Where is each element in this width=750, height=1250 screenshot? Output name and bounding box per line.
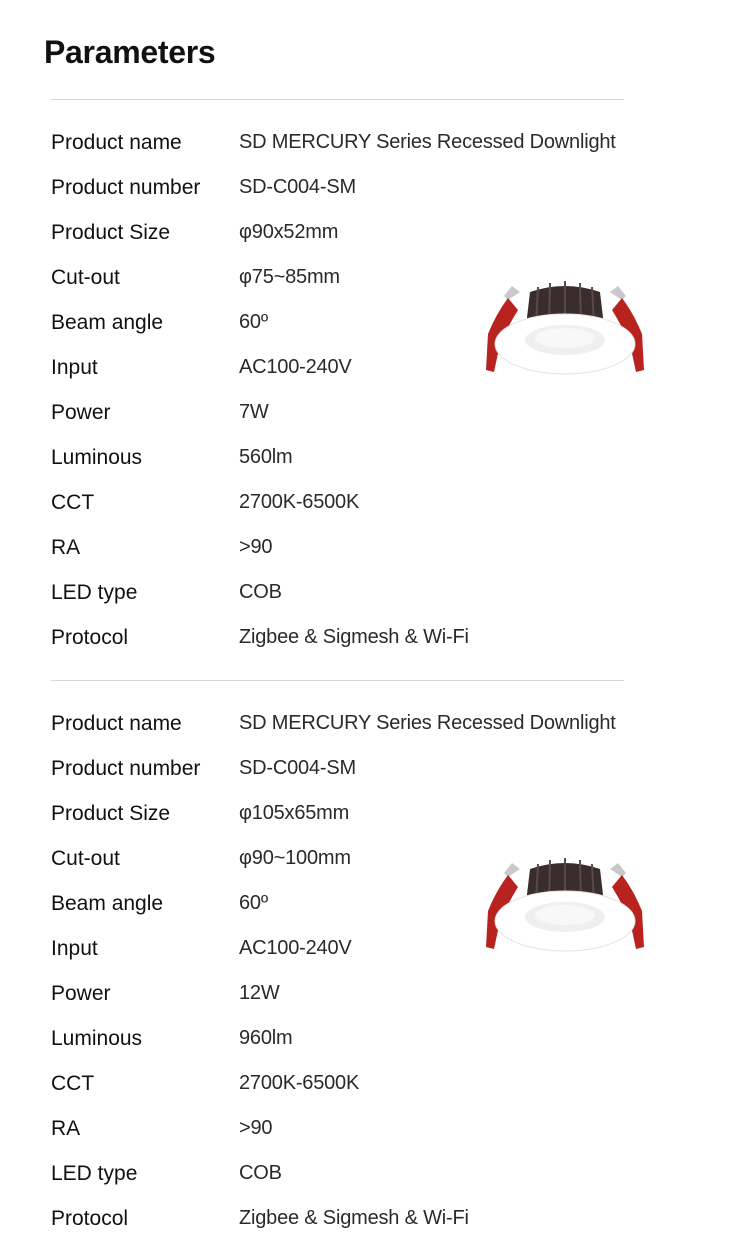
spec-value: COB	[239, 1162, 282, 1184]
spec-row	[0, 210, 750, 255]
spec-row	[0, 746, 750, 791]
spec-label: Input	[51, 355, 98, 379]
spec-label: CCT	[51, 490, 95, 514]
spec-label: Product name	[51, 711, 182, 735]
spec-value: 960lm	[239, 1027, 293, 1049]
spec-label: Protocol	[51, 1206, 129, 1230]
downlight-product-icon	[478, 274, 652, 384]
spec-label: Product Size	[51, 220, 171, 244]
spec-value: φ90~100mm	[239, 847, 351, 869]
spec-label: RA	[51, 1116, 81, 1140]
spec-label: Beam angle	[51, 310, 164, 334]
spec-row	[0, 570, 750, 615]
spec-value: Zigbee & Sigmesh & Wi-Fi	[239, 626, 469, 648]
spec-row	[0, 1196, 750, 1241]
spec-label: Cut-out	[51, 265, 120, 289]
downlight-product-icon	[478, 851, 652, 961]
spec-row	[0, 525, 750, 570]
spec-label: Protocol	[51, 625, 129, 649]
spec-value: φ75~85mm	[239, 266, 340, 288]
spec-row	[0, 791, 750, 836]
spec-value: 560lm	[239, 446, 293, 468]
spec-value: 12W	[239, 982, 280, 1004]
spec-value: SD-C004-SM	[239, 757, 356, 779]
spec-value: SD MERCURY Series Recessed Downlight	[239, 712, 616, 734]
page-title: Parameters	[44, 34, 216, 70]
spec-value: 2700K-6500K	[239, 491, 360, 513]
spec-row	[0, 435, 750, 480]
spec-value: AC100-240V	[239, 356, 352, 378]
spec-label: RA	[51, 535, 81, 559]
spec-label: Power	[51, 981, 111, 1005]
spec-label: Luminous	[51, 1026, 143, 1050]
spec-value: >90	[239, 536, 273, 558]
spec-row	[0, 120, 750, 165]
spec-label: Input	[51, 936, 98, 960]
spec-label: LED type	[51, 1161, 138, 1185]
spec-value: φ90x52mm	[239, 221, 339, 243]
spec-label: Product name	[51, 130, 182, 154]
spec-row	[0, 1151, 750, 1196]
spec-label: Cut-out	[51, 846, 120, 870]
spec-value: φ105x65mm	[239, 802, 350, 824]
spec-row	[0, 701, 750, 746]
spec-row	[0, 165, 750, 210]
spec-value: 60º	[239, 892, 268, 914]
spec-value: Zigbee & Sigmesh & Wi-Fi	[239, 1207, 469, 1229]
divider	[51, 680, 624, 681]
spec-label: Beam angle	[51, 891, 164, 915]
spec-value: 2700K-6500K	[239, 1072, 360, 1094]
spec-value: AC100-240V	[239, 937, 352, 959]
spec-row	[0, 1016, 750, 1061]
spec-row	[0, 480, 750, 525]
spec-label: Power	[51, 400, 111, 424]
spec-value: 60º	[239, 311, 268, 333]
spec-label: CCT	[51, 1071, 95, 1095]
spec-label: Product number	[51, 175, 201, 199]
spec-row	[0, 390, 750, 435]
spec-value: >90	[239, 1117, 273, 1139]
spec-value: 7W	[239, 401, 269, 423]
spec-value: COB	[239, 581, 282, 603]
spec-value: SD MERCURY Series Recessed Downlight	[239, 131, 616, 153]
spec-row	[0, 1061, 750, 1106]
spec-row	[0, 615, 750, 660]
divider	[51, 99, 624, 100]
spec-row	[0, 1106, 750, 1151]
spec-label: Product Size	[51, 801, 171, 825]
spec-value: SD-C004-SM	[239, 176, 356, 198]
spec-label: LED type	[51, 580, 138, 604]
spec-label: Luminous	[51, 445, 143, 469]
spec-row	[0, 971, 750, 1016]
spec-label: Product number	[51, 756, 201, 780]
